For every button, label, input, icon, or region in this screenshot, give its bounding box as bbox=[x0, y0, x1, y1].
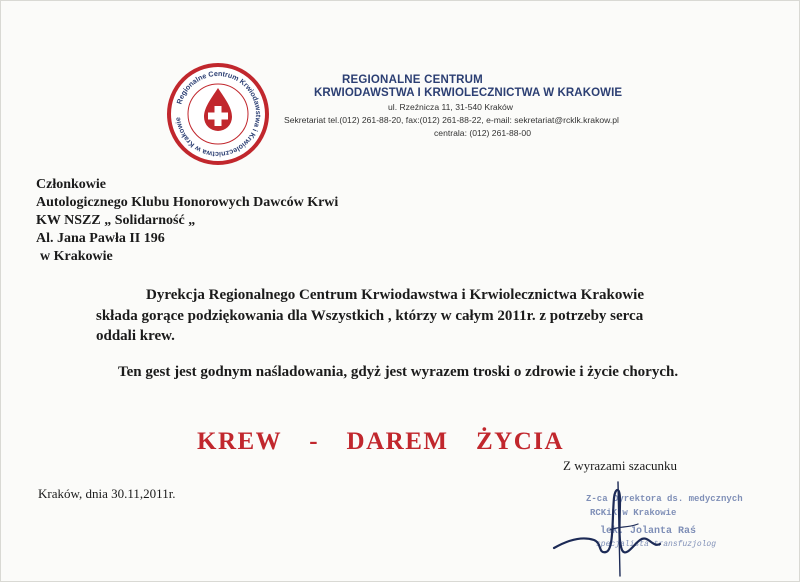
rckik-logo bbox=[166, 62, 270, 166]
recipient-line: KW NSZZ „ Solidarność „ bbox=[36, 213, 196, 228]
letter-body-paragraph2: Ten gest jest godnym naśladowania, gdyż jest wyrazem troski o zdrowie i życie chorych. bbox=[118, 364, 679, 380]
recipient-line: w Krakowie bbox=[40, 249, 113, 264]
slogan: KREW - DAREM ŻYCIA bbox=[197, 428, 565, 455]
stamp-line: RCKiK w Krakowie bbox=[590, 508, 677, 518]
recipient-address bbox=[36, 176, 436, 266]
org-name-line1: REGIONALNE CENTRUM bbox=[342, 74, 483, 86]
signature bbox=[548, 478, 728, 578]
org-address: ul. Rzeźnicza 11, 31-540 Kraków bbox=[388, 102, 513, 112]
body-line: Dyrekcja Regionalnego Centrum Krwiodawstwa i Krwiolecznictwa Krakowie bbox=[146, 287, 644, 303]
org-central-phone: centrala: (012) 261-88-00 bbox=[434, 128, 531, 138]
stamp-line: specjalista transfuzjolog bbox=[596, 540, 717, 549]
letterhead bbox=[284, 74, 644, 138]
body-line: składa gorące podziękowania dla Wszystkich , którzy w całym 2011r. z potrzeby serca bbox=[96, 307, 644, 324]
org-name-line2: KRWIODAWSTWA I KRWIOLECZNICTWA W KRAKOWIE bbox=[314, 87, 623, 99]
body-line: oddali krew. bbox=[96, 328, 175, 344]
recipient-line: Członkowie bbox=[36, 177, 106, 192]
letter-body bbox=[96, 285, 776, 347]
logo-ring-text: Regionalne Centrum Krwiodawstwa i Krwiolecznictwa w Krakowie bbox=[173, 68, 264, 160]
closing-salutation: Z wyrazami szacunku bbox=[563, 458, 678, 473]
stamp-line: lek. Jolanta Raś bbox=[600, 526, 697, 537]
signature-icon bbox=[548, 478, 728, 578]
stamp-line: Z-ca Dyrektora ds. medycznych bbox=[586, 494, 743, 504]
recipient-line: Autologicznego Klubu Honorowych Dawców Krwi bbox=[36, 195, 339, 210]
place-and-date: Kraków, dnia 30.11,2011r. bbox=[38, 486, 176, 501]
recipient-line: Al. Jana Pawła II 196 bbox=[36, 231, 165, 246]
org-phones: Sekretariat tel.(012) 261-88-20, fax:(012) 261-88-22, e-mail: sekretariat@rcklk.krakow.pl bbox=[284, 115, 619, 125]
blood-drop-icon bbox=[166, 62, 270, 166]
